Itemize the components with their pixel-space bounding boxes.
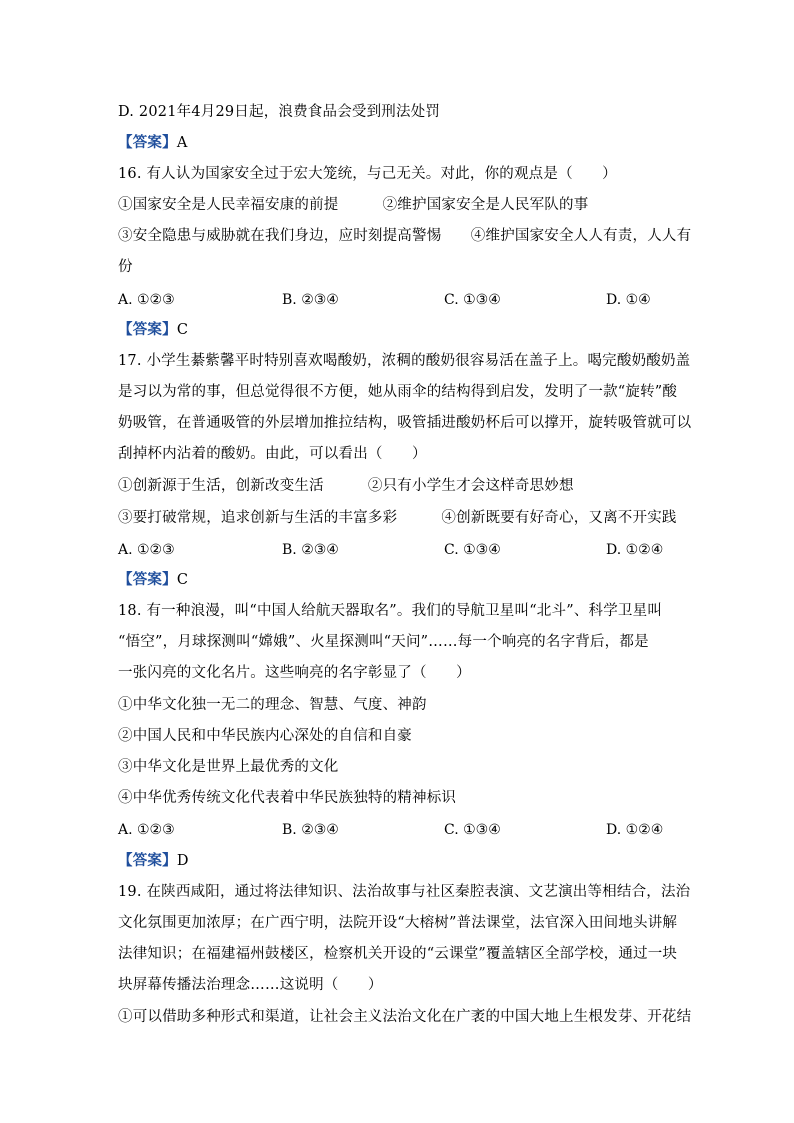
q19-stem-2: 文化氛围更加浓厚；在广西宁明，法院开设“大榕树”普法课堂，法官深入田间地头讲解: [118, 915, 678, 931]
q16-statements-3: 份: [118, 259, 133, 275]
q15-option-d: D. 2021年4月29日起，浪费食品会受到刑法处罚: [118, 104, 441, 120]
q17-option-c: C. ①③④: [444, 542, 501, 558]
q17-statements-2: ③要打破常规，追求创新与生活的丰富多彩 ④创新既要有好奇心，又离不开实践: [118, 510, 677, 526]
q18-statement-2: ②中国人民和中华民族内心深处的自信和自豪: [118, 728, 412, 744]
answer-value: A: [176, 135, 188, 151]
q18-statement-1: ①中华文化独一无二的理念、智慧、气度、神韵: [118, 697, 427, 713]
answer-line: [118, 570, 188, 590]
answer-value: C: [176, 572, 189, 588]
q17-stem-3: 奶吸管，在普通吸管的外层增加推拉结构，吸管插进酸奶杯后可以撑开，旋转吸管就可以: [118, 415, 692, 431]
answer-line: [118, 133, 187, 153]
q17-option-a: A. ①②③: [118, 542, 175, 558]
q17-stem-2: 是习以为常的事，但总觉得很不方便，她从雨伞的结构得到启发，发明了一款“旋转”酸: [118, 384, 678, 400]
q18-option-d: D. ①②④: [606, 822, 664, 838]
q18-option-a: A. ①②③: [118, 822, 175, 838]
q16-statements-1: ①国家安全是人民幸福安康的前提 ②维护国家安全是人民军队的事: [118, 197, 589, 213]
answer-value: D: [176, 853, 189, 869]
q18-stem-3: 一张闪亮的文化名片。这些响亮的名字彰显了（ ）: [118, 665, 471, 681]
q19-stem-4: 块屏幕传播法治理念……这说明（ ）: [118, 977, 383, 993]
q17-option-d: D. ①②④: [606, 542, 664, 558]
answer-label: 【答案】: [118, 321, 177, 338]
q18-stem-2: “悟空”，月球探测叫“嫦娥”、火星探测叫“天问”……每一个响亮的名字背后，都是: [118, 634, 649, 650]
q16-option-a: A. ①②③: [118, 292, 175, 308]
q17-option-b: B. ②③④: [282, 542, 339, 558]
q16-stem: 16. 有人认为国家安全过于宏大笼统，与己无关。对此，你的观点是（ ）: [118, 166, 617, 182]
q18-statement-3: ③中华文化是世界上最优秀的文化: [118, 759, 339, 775]
q17-statements-1: ①创新源于生活，创新改变生活 ②只有小学生才会这样奇思妙想: [118, 478, 574, 494]
q17-stem-1: 17. 小学生綦紫馨平时特别喜欢喝酸奶，浓稠的酸奶很容易活在盖子上。喝完酸奶酸奶盖: [118, 353, 691, 369]
q19-stem-1: 19. 在陕西咸阳，通过将法律知识、法治故事与社区秦腔表演、文艺演出等相结合，法治: [118, 884, 691, 900]
q18-statement-4: ④中华优秀传统文化代表着中华民族独特的精神标识: [118, 790, 457, 806]
q17-stem-4: 刮掉杯内沾着的酸奶。由此，可以看出（ ）: [118, 446, 427, 462]
q16-statements-2: ③安全隐患与威胁就在我们身边，应时刻提高警惕 ④维护国家安全人人有责，人人有: [118, 228, 692, 244]
answer-value: C: [176, 322, 189, 338]
q16-option-c: C. ①③④: [444, 292, 501, 308]
q18-option-c: C. ①③④: [444, 822, 501, 838]
answer-line: [118, 851, 189, 871]
q18-option-b: B. ②③④: [282, 822, 339, 838]
answer-label: 【答案】: [118, 852, 177, 869]
q16-option-b: B. ②③④: [282, 292, 339, 308]
q18-stem-1: 18. 有一种浪漫，叫“中国人给航天器取名”。我们的导航卫星叫“北斗”、科学卫星叫: [118, 603, 663, 619]
q19-statement-1: ①可以借助多种形式和渠道，让社会主义法治文化在广袤的中国大地上生根发芽、开花结: [118, 1009, 692, 1025]
answer-line: [118, 320, 188, 340]
q16-option-d: D. ①④: [606, 292, 651, 308]
answer-label: 【答案】: [118, 134, 177, 151]
answer-label: 【答案】: [118, 571, 177, 588]
q19-stem-3: 法律知识；在福建福州鼓楼区，检察机关开设的“云课堂”覆盖辖区全部学校，通过一块: [118, 946, 678, 962]
